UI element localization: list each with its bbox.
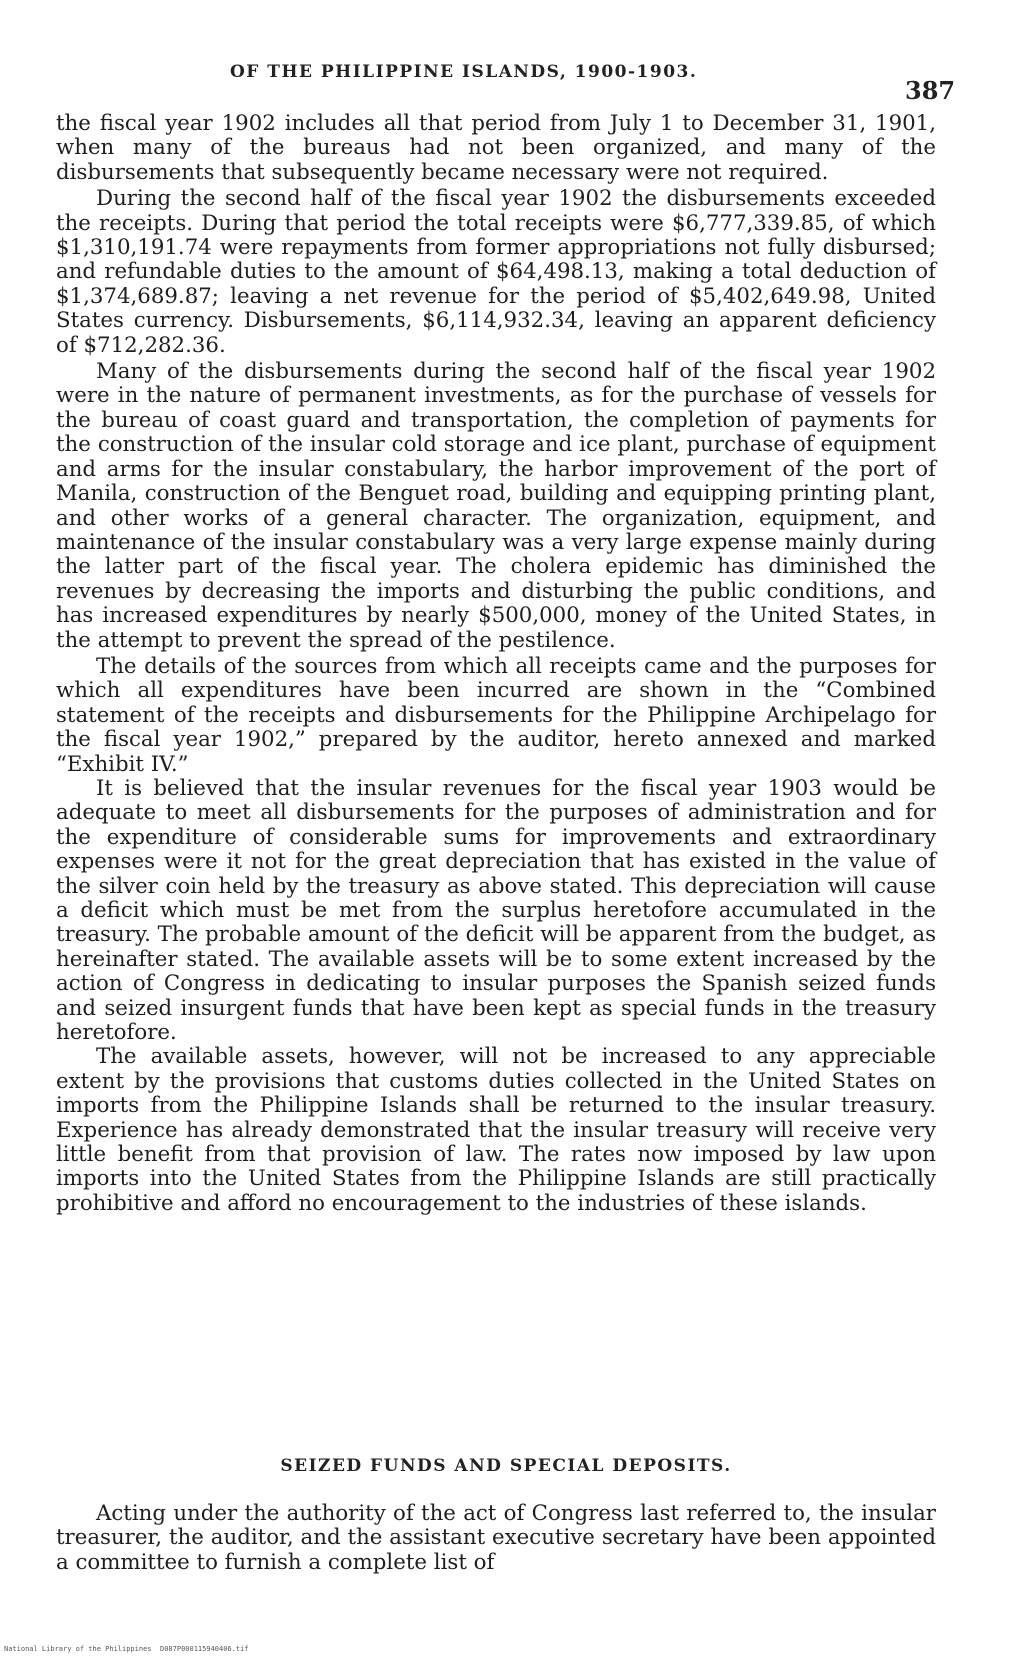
paragraph-permanent-investments: Many of the disbursements during the second half of the fiscal year 1902 were in the nature of permanent investments, as for the purchase of vessels for the bureau of coast guard and transportation, the completion of payments for the construction of the insular cold storage and ice plant, purchase of equipment and arms for the insular constabulary, the harbor improvement of the port of Manila, construction of the Benguet road, building and equipping printing plant, and other works of a general character. The organization, equipment, and maintenance of the insular constabulary was a very large expense mainly during the latter part of the fiscal year. The cholera epidemic has diminished the revenues by decreasing the imports and disturbing the public conditions, and has increased expenditures by nearly $500,000, money of the United States, in the attempt to prevent the spread of the pestilence.	[56, 359, 936, 653]
paragraph-committee: Acting under the authority of the act of Congress last referred to, the insular treasurer, the auditor, and the assistant executive secretary have been appointed a committee to furnish a complete list of	[56, 1501, 936, 1575]
paragraph-available-assets: The available assets, however, will not be increased to any appreciable extent by the provisions that customs duties collected in the United States on imports from the Philippine Islands shall be returned to the insular treasury. Experience has already demonstrated that the insular treasury will receive very little benefit from that provision of law. The rates now imposed by law upon imports into the United States from the Philippine Islands are still practically prohibitive and afford no encouragement to the industries of these islands.	[56, 1044, 936, 1216]
footer-file: D087P000115940406.tif	[160, 1645, 249, 1653]
running-title: OF THE PHILIPPINE ISLANDS, 1900-1903.	[230, 62, 698, 82]
paragraph-revenue-outlook: It is believed that the insular revenues for the fiscal year 1903 would be adequate to meet all disbursements for the purposes of administration and for the expenditure of considerable sums for improvements and extraordinary expenses were it not for the great depreciation that has existed in the value of the silver coin held by the treasury as above stated. This depreciation will cause a deficit which must be met from the surplus heretofore accumulated in the treasury. The probable amount of the deficit will be apparent from the budget, as hereinafter stated. The available assets will be to some extent increased by the action of Congress in dedicating to insular purposes the Spanish seized funds and seized insurgent funds that have been kept as special funds in the treasury heretofore.	[56, 775, 936, 1046]
section-heading: SEIZED FUNDS AND SPECIAL DEPOSITS.	[280, 1456, 732, 1476]
footer-source: National Library of the Philippines	[4, 1645, 152, 1653]
page-number: 387	[905, 76, 956, 105]
paragraph-combined-statement: The details of the sources from which all receipts came and the purposes for which all expenditures have been incurred are shown in the “Combined statement of the receipts and disbursements for the Philippine Archipelago for the fiscal year 1902,” prepared by the auditor, hereto annexed and marked “Exhibit IV.”	[56, 653, 936, 777]
paragraph-second-half-receipts: During the second half of the fiscal year 1902 the disbursements exceeded the receipts. During that period the total receipts were $6,777,339.85, of which $1,310,191.74 were repayments from former appropriations not fully disbursed; and refundable duties to the amount of $64,498.13, making a total deduction of $1,374,689.87; leaving a net revenue for the period of $5,402,649.98, United States currency. Disbursements, $6,114,932.34, leaving an apparent deficiency of $712,282.36.	[56, 186, 936, 358]
section-body	[56, 1502, 936, 1575]
paragraph-continuation: the fiscal year 1902 includes all that period from July 1 to December 31, 1901, when many of the bureaus had not been organized, and many of the disbursements that subsequently became necessary were not required.	[56, 111, 936, 185]
body-text	[56, 112, 936, 1216]
